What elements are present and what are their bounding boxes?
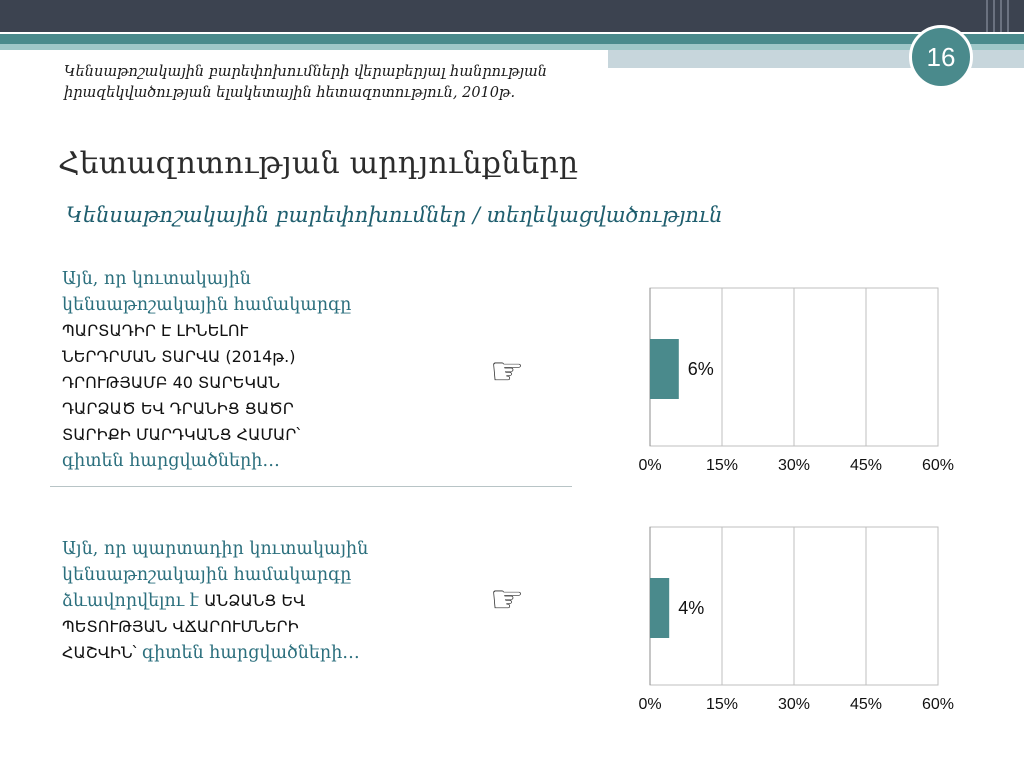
header-band-lines [986,0,1016,32]
page-title: Հետազոտության արդյունքները [58,146,579,181]
finding-2-line-1: Այն, որ պարտադիր կուտակային [62,539,369,559]
finding-2-line-5 [62,640,562,666]
chart-2-tick-label: 60% [921,696,955,713]
finding-1-caps-5: ՏԱՐԻՔԻ ՄԱՐԴԿԱՆՑ ՀԱՄԱՐ՝ [62,425,301,444]
chart-2-svg [628,527,978,727]
chart-2-tick-label: 30% [777,696,811,713]
chart-2-tick-label: 45% [849,696,883,713]
chart-1-tick-label: 45% [849,457,883,474]
chart-2-data-label: 4% [678,598,705,618]
finding-2-tail: գիտեն հարցվածների… [136,643,360,663]
finding-2-line-3a: ձևավորվելու է [62,591,205,611]
chart-1-tick-label: 15% [705,457,739,474]
finding-2-text [62,536,562,666]
chart-2-tick-label: 0% [638,696,662,713]
finding-2-caps-2: ՊԵՏՈՒԹՅԱՆ ՎՃԱՐՈՒՄՆԵՐԻ [62,617,299,636]
finding-2-caps-3: ՀԱՇՎԻՆ՝ [62,643,137,662]
slide-subtitle: Կենսաթոշակային բարեփոխումների վերաբերյալ հանրության իրազեկվածության ելակետային հետազոտություն, 2010թ. [64,64,548,101]
finding-2-line-2: կենսաթոշակային համակարգը [62,565,352,585]
chart-1-tick-label: 60% [921,457,955,474]
finding-2-line-3 [62,588,562,614]
finding-1-line-2: կենսաթոշակային համակարգը [62,295,352,315]
chart-1-bar [650,339,679,399]
header-band [0,0,1024,32]
chart-2-tick-label: 15% [705,696,739,713]
section-divider [50,486,572,487]
finding-1-caps-3: ԴՐՈՒԹՅԱՄԲ 40 ՏԱՐԵԿԱՆ [62,373,281,392]
chart-1-tick-label: 0% [638,457,662,474]
finding-1-caps-2: ՆԵՐԴՐՄԱՆ ՏԱՐՎԱ (2014թ.) [62,347,296,366]
pointing-hand-icon: ☞ [490,349,525,393]
chart-1-data-label: 6% [687,359,714,379]
header-stripe [0,34,1024,44]
finding-2-caps-1: ԱՆՁԱՆՑ ԵՎ [204,591,306,610]
chart-2-bar [650,578,669,638]
pointing-hand-icon: ☞ [490,577,525,621]
chart-1 [628,288,978,488]
finding-1-tail: գիտեն հարցվածների… [62,451,280,471]
finding-1-line-1: Այն, որ կուտակային [62,269,251,289]
finding-1-text [62,266,562,474]
section-subtitle: Կենսաթոշակային բարեփոխումներ / տեղեկացվածություն [66,203,723,227]
chart-1-tick-label: 30% [777,457,811,474]
chart-1-svg [628,288,978,488]
finding-1-caps-4: ԴԱՐՁԱԾ ԵՎ ԴՐԱՆԻՑ ՑԱԾՐ [62,399,294,418]
slide-number: 16 [909,25,973,89]
finding-1-caps-1: ՊԱՐՏԱԴԻՐ Է ԼԻՆԵԼՈՒ [62,321,249,340]
chart-2 [628,527,978,727]
